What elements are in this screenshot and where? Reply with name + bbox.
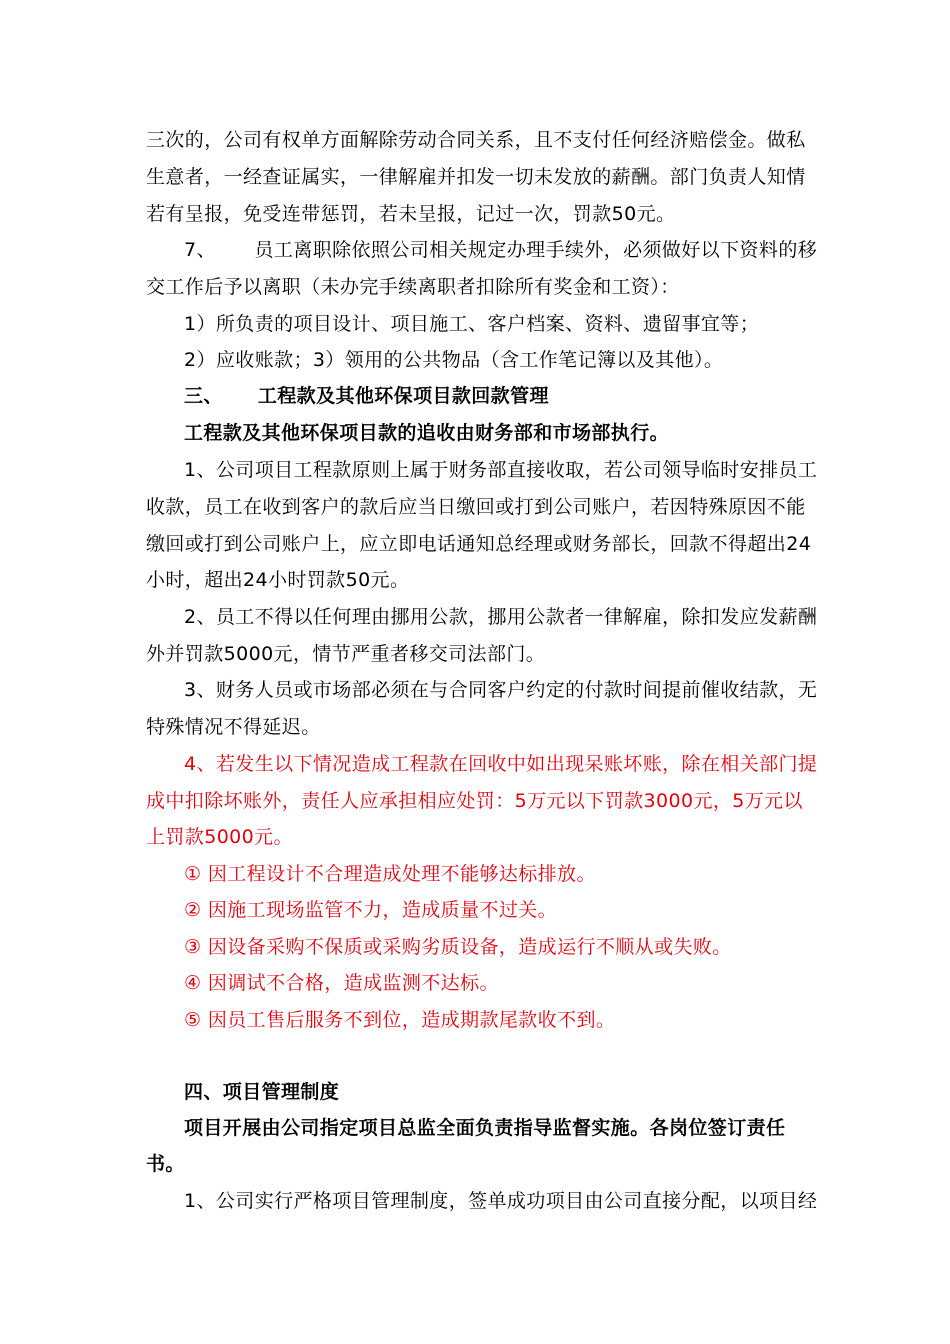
paragraph-line: 特殊情况不得延迟。: [146, 716, 321, 738]
penalty-list-item: ① 因工程设计不合理造成处理不能够达标排放。: [184, 863, 596, 885]
paragraph-line: 3、财务人员或市场部必须在与合同客户约定的付款时间提前催收结款，无: [184, 679, 818, 701]
paragraph-line: 外并罚款5000元，情节严重者移交司法部门。: [146, 643, 546, 665]
penalty-paragraph-line: 成中扣除坏账外，责任人应承担相应处罚：5万元以下罚款3000元，5万元以: [146, 790, 803, 812]
penalty-list-item: ② 因施工现场监管不力，造成质量不过关。: [184, 899, 558, 921]
section-heading: 四、项目管理制度: [184, 1081, 340, 1103]
list-item: 1）所负责的项目设计、项目施工、客户档案、资料、遗留事宜等；: [184, 313, 760, 335]
penalty-list-item: ③ 因设备采购不保质或采购劣质设备，造成运行不顺从或失败。: [184, 936, 732, 958]
paragraph-line: 交工作后予以离职（未办完手续离职者扣除所有奖金和工资）：: [146, 276, 680, 298]
paragraph-line: 2、员工不得以任何理由挪用公款，挪用公款者一律解雇，除扣发应发薪酬: [184, 606, 818, 628]
section-intro: 书。: [146, 1153, 185, 1175]
paragraph-line: 收款，员工在收到客户的款后应当日缴回或打到公司账户，若因特殊原因不能: [146, 496, 806, 518]
paragraph-line: 若有呈报，免受连带惩罚，若未呈报，记过一次，罚款50元。: [146, 203, 676, 225]
paragraph-line: 缴回或打到公司账户上，应立即电话通知总经理或财务部长，回款不得超出24: [146, 533, 812, 555]
clause-7-line: 7、 员工离职除依照公司相关规定办理手续外，必须做好以下资料的移: [184, 239, 818, 261]
paragraph-line: 生意者，一经查证属实，一律解雇并扣发一切未发放的薪酬。部门负责人知情: [146, 166, 806, 188]
penalty-list-item: ④ 因调试不合格，造成监测不达标。: [184, 972, 499, 994]
list-item: 2）应收账款；3）领用的公共物品（含工作笔记簿以及其他）。: [184, 349, 724, 371]
section-heading: 三、 工程款及其他环保项目款回款管理: [184, 385, 549, 407]
penalty-paragraph-line: 4、若发生以下情况造成工程款在回收中如出现呆账坏账，除在相关部门提: [184, 753, 818, 775]
paragraph-line: 1、公司项目工程款原则上属于财务部直接收取，若公司领导临时安排员工: [184, 459, 818, 481]
paragraph-line: 1、公司实行严格项目管理制度，签单成功项目由公司直接分配，以项目经: [184, 1190, 818, 1212]
penalty-paragraph-line: 上罚款5000元。: [146, 826, 293, 848]
penalty-list-item: ⑤ 因员工售后服务不到位，造成期款尾款收不到。: [184, 1009, 616, 1031]
paragraph-line: 三次的，公司有权单方面解除劳动合同关系，且不支付任何经济赔偿金。做私: [146, 129, 806, 151]
section-intro: 工程款及其他环保项目款的追收由财务部和市场部执行。: [184, 422, 670, 444]
section-intro: 项目开展由公司指定项目总监全面负责指导监督实施。各岗位签订责任: [184, 1117, 786, 1139]
paragraph-line: 小时，超出24小时罚款50元。: [146, 569, 410, 591]
